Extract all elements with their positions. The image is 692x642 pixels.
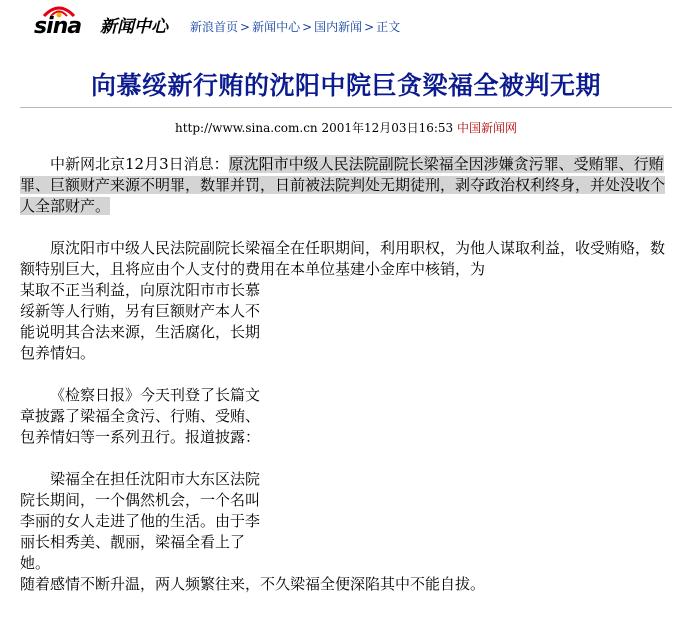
paragraph-2: 原沈阳市中级人民法院副院长梁福全在任职期间，利用职权，为他人谋取利益，收受贿赂，数额特别巨大，且将应由个人支付的费用在本单位基建小金库中核销，为 <box>20 239 666 278</box>
article-meta <box>0 119 692 136</box>
paragraph-2-narrow: 某取不正当利益，向原沈阳市市长慕绥新等人行贿，另有巨额财产本人不能说明其合法来源，生活腐化，长期包养情妇。 <box>20 281 261 362</box>
breadcrumb-domestic-news-link[interactable]: 国内新闻 <box>314 20 363 34</box>
sina-logo[interactable] <box>34 4 88 38</box>
meta-source[interactable]: 中国新闻网 <box>456 121 517 135</box>
breadcrumb <box>190 18 400 35</box>
logo-text: sina <box>34 14 82 39</box>
lead-prefix: 中新网北京12月3日消息： <box>50 155 229 173</box>
lead-paragraph <box>20 154 672 217</box>
title-divider <box>20 107 672 108</box>
paragraph-4: 梁福全在担任沈阳市大东区法院院长期间，一个偶然机会，一个名叫李丽的女人走进了他的生活。由于李丽长相秀美、靓丽，梁福全看上了她。 <box>20 470 261 572</box>
article-body <box>20 154 672 616</box>
breadcrumb-separator: > <box>364 20 375 34</box>
section-name[interactable]: 新闻中心 <box>100 17 168 37</box>
breadcrumb-article-link[interactable]: 正文 <box>376 20 401 34</box>
breadcrumb-separator: > <box>302 20 313 34</box>
site-header <box>0 0 692 44</box>
paragraph-3: 《检察日报》今天刊登了长篇文章披露了梁福全贪污、行贿、受贿、包养情妇等一系列丑行。报道披露： <box>20 386 261 446</box>
breadcrumb-home-link[interactable]: 新浪首页 <box>190 20 239 34</box>
breadcrumb-news-center-link[interactable]: 新闻中心 <box>252 20 301 34</box>
meta-time: 2001年12月03日16:53 <box>321 121 454 135</box>
article-title: 向慕绥新行贿的沈阳中院巨贪梁福全被判无期 <box>90 71 601 100</box>
lead-highlight: 原沈阳市中级人民法院副院长梁福全因涉嫌贪污罪、受贿罪、行贿罪、巨额财产来源不明罪，数罪并罚，日前被法院判处无期徒刑，剥夺政治权利终身，并处没收个人全部财产。 <box>20 155 666 215</box>
paragraph-4-tail: 随着感情不断升温，两人频繁往来，不久梁福全便深陷其中不能自拔。 <box>20 575 486 593</box>
meta-url[interactable]: http://www.sina.com.cn <box>174 121 318 135</box>
breadcrumb-separator: > <box>240 20 251 34</box>
